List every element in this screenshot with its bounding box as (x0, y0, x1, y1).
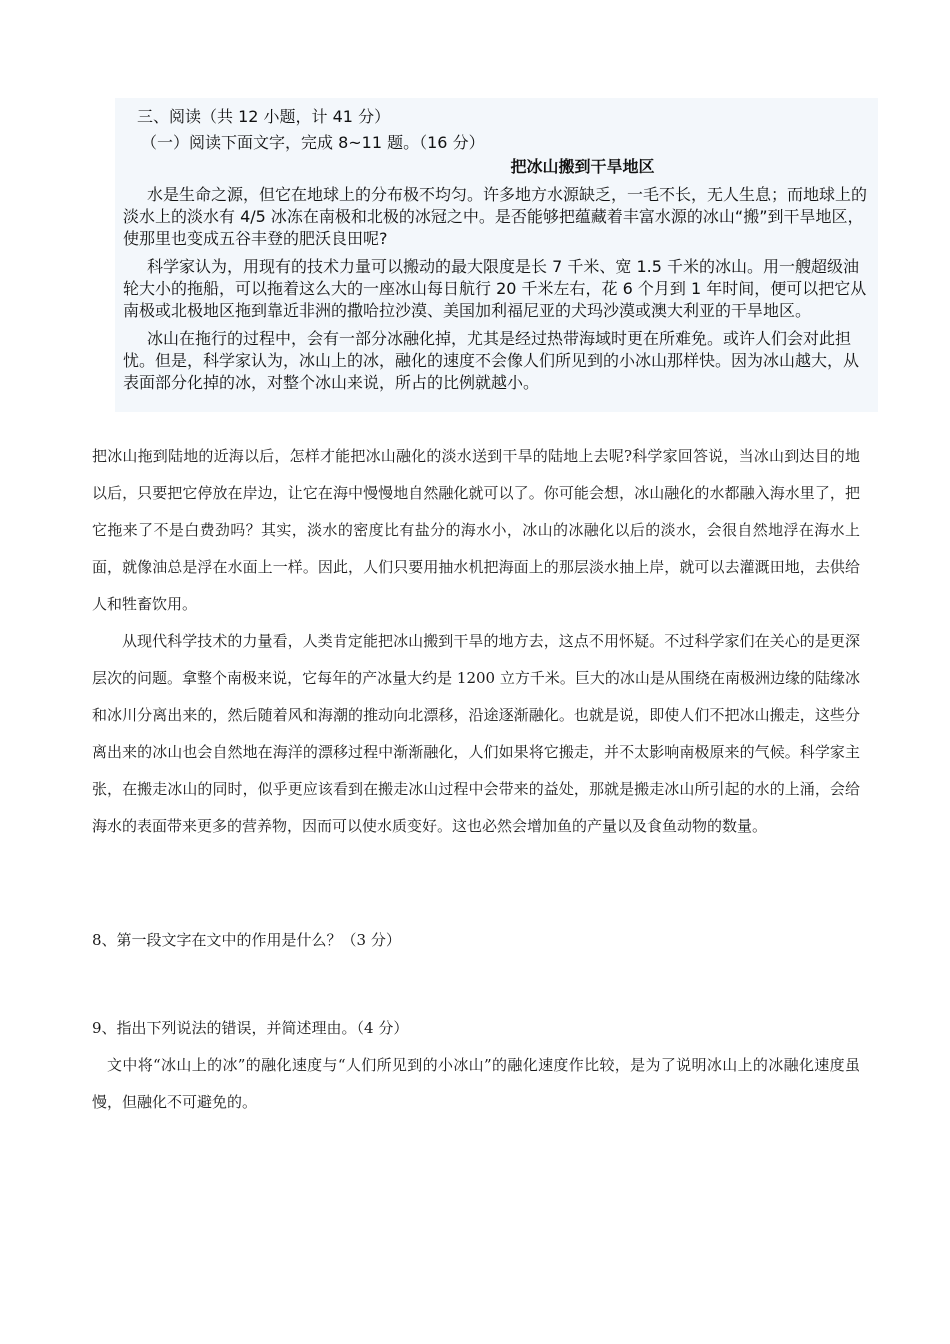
passage-title: 把冰山搬到干旱地区 (510, 157, 655, 176)
passage-body (92, 438, 860, 845)
scan-paragraph: 科学家认为，用现有的技术力量可以搬动的最大限度是长 7 千米、宽 1.5 千米的冰山。用一艘超级油轮大小的拖船，可以拖着这么大的一座冰山每日航行 20 千米左右，花 6 个月到 1 年时间，便可以把它从南极或北极地区拖到靠近非洲的撒哈拉沙漠、美国加利福尼亚的犬玛沙漠或澳大利亚的干旱地区。 (123, 257, 867, 320)
part-heading: （一）阅读下面文字，完成 8~11 题。（16 分） (141, 133, 485, 152)
section-heading: 三、阅读（共 12 小题，计 41 分） (137, 107, 391, 126)
question-9-text: 9、指出下列说法的错误，并简述理由。（4 分） (92, 1019, 409, 1037)
question-9-statement: 文中将“冰山上的冰”的融化速度与“人们所见到的小冰山”的融化速度作比较，是为了说明冰山上的冰融化速度虽慢，但融化不可避免的。 (92, 1056, 860, 1111)
scan-paragraph: 冰山在拖行的过程中，会有一部分冰融化掉，尤其是经过热带海域时更在所难免。或许人们会对此担忧。但是，科学家认为，冰山上的冰，融化的速度不会像人们所见到的小冰山那样快。因为冰山越大，从表面部分化掉的冰，对整个冰山来说，所占的比例就越小。 (123, 329, 860, 392)
scan-paragraph: 水是生命之源，但它在地球上的分布极不均匀。许多地方水源缺乏，一毛不长，无人生息；而地球上的淡水上的淡水有 4/5 冰冻在南极和北极的冰冠之中。是否能够把蕴藏着丰富水源的冰山“搬”到干旱地区，使那里也变成五谷丰登的肥沃良田呢? (123, 185, 868, 248)
body-paragraph: 从现代科学技术的力量看，人类肯定能把冰山搬到干旱的地方去，这点不用怀疑。不过科学家们在关心的是更深层次的问题。拿整个南极来说，它每年的产冰量大约是 1200 立方千米。巨大的冰山是从围绕在南极洲边缘的陆缘冰和冰川分离出来的，然后随着风和海潮的推动向北漂移，沿途逐渐融化。也就是说，即使人们不把冰山搬走，这些分离出来的冰山也会自然地在海洋的漂移过程中渐渐融化，人们如果将它搬走，并不太影响南极原来的气候。科学家主张，在搬走冰山的同时，似乎更应该看到在搬走冰山过程中会带来的益处，那就是搬走冰山所引起的水的上涌，会给海水的表面带来更多的营养物，因而可以使水质变好。这也必然会增加鱼的产量以及食鱼动物的数量。 (92, 632, 860, 835)
question-8 (92, 922, 860, 959)
question-9 (92, 1010, 860, 1121)
scanned-passage-image (115, 98, 878, 412)
body-paragraph: 把冰山拖到陆地的近海以后，怎样才能把冰山融化的淡水送到干旱的陆地上去呢?科学家回答说，当冰山到达目的地以后，只要把它停放在岸边，让它在海中慢慢地自然融化就可以了。你可能会想，冰山融化的水都融入海水里了，把它拖来了不是白费劲吗？其实，淡水的密度比有盐分的海水小，冰山的冰融化以后的淡水，会很自然地浮在海水上面，就像油总是浮在水面上一样。因此，人们只要用抽水机把海面上的那层淡水抽上岸，就可以去灌溉田地，去供给人和牲畜饮用。 (92, 447, 860, 613)
question-8-text: 8、第一段文字在文中的作用是什么？（3 分） (92, 931, 401, 949)
